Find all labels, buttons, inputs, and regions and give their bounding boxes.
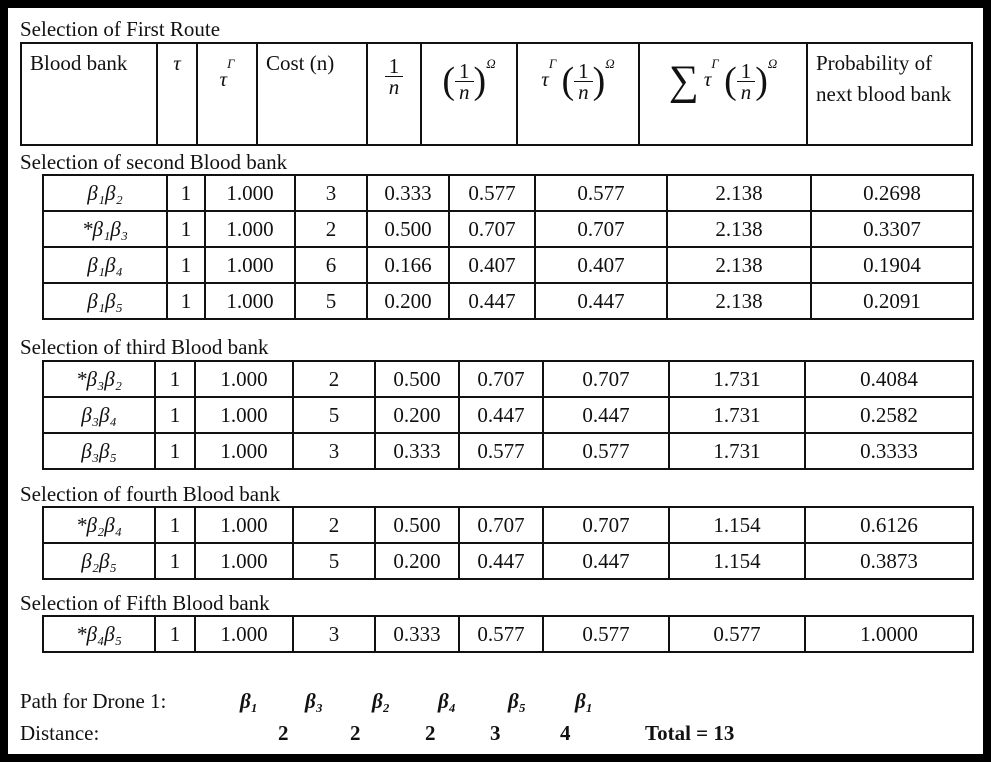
cell-bank: *β₁β₃ bbox=[43, 211, 167, 247]
cell-sum: 1.154 bbox=[669, 507, 805, 543]
table-title: Selection of First Route bbox=[20, 17, 221, 41]
cell-sum: 2.138 bbox=[667, 283, 811, 319]
cell-bank: β₃β₅ bbox=[43, 433, 155, 469]
cell-sum: 0.577 bbox=[669, 616, 805, 652]
path-line bbox=[20, 688, 960, 714]
header-probability: Probability of next blood bank bbox=[807, 43, 972, 145]
cell-bank: *β₄β₅ bbox=[43, 616, 155, 652]
cell-probability: 0.3333 bbox=[805, 433, 973, 469]
path-node: β₁ bbox=[575, 689, 594, 713]
cell-sum: 1.154 bbox=[669, 543, 805, 579]
cell-inverse-power: 0.447 bbox=[449, 283, 535, 319]
section-second-table bbox=[42, 174, 974, 320]
cell-product: 0.577 bbox=[535, 175, 667, 211]
cell-tau: 1 bbox=[167, 247, 205, 283]
cell-bank: β₃β₄ bbox=[43, 397, 155, 433]
cell-tau-gamma: 1.000 bbox=[195, 616, 293, 652]
cell-sum: 1.731 bbox=[669, 397, 805, 433]
table-row bbox=[43, 211, 973, 247]
cell-inverse: 0.333 bbox=[367, 175, 449, 211]
cell-bank: β₁β₂ bbox=[43, 175, 167, 211]
section-title-fourth: Selection of fourth Blood bank bbox=[20, 482, 281, 506]
cell-inverse: 0.500 bbox=[375, 361, 459, 397]
table-row bbox=[43, 507, 973, 543]
cell-tau-gamma: 1.000 bbox=[205, 211, 295, 247]
cell-cost: 5 bbox=[295, 283, 367, 319]
cell-inverse: 0.200 bbox=[375, 397, 459, 433]
table-row bbox=[43, 175, 973, 211]
header-tau: τ bbox=[157, 43, 197, 145]
table-row bbox=[43, 247, 973, 283]
cell-tau-gamma: 1.000 bbox=[195, 361, 293, 397]
cell-cost: 2 bbox=[293, 507, 375, 543]
cell-bank: β₁β₅ bbox=[43, 283, 167, 319]
cell-bank: β₁β₄ bbox=[43, 247, 167, 283]
section-fourth-table bbox=[42, 506, 974, 580]
cell-bank: *β₃β₂ bbox=[43, 361, 155, 397]
header-blood-bank: Blood bank bbox=[21, 43, 157, 145]
section-third-table bbox=[42, 360, 974, 470]
header-cost: Cost (n) bbox=[257, 43, 367, 145]
path-node: β₂ bbox=[372, 689, 391, 713]
header-sum: ∑ $\tau^\Gamma$ ( $\frac{1}{n}$ )$^\Omega$ bbox=[639, 43, 807, 145]
path-node: β₅ bbox=[508, 689, 527, 713]
table-row bbox=[43, 433, 973, 469]
cell-cost: 2 bbox=[295, 211, 367, 247]
cell-tau: 1 bbox=[167, 211, 205, 247]
cell-product: 0.577 bbox=[543, 616, 669, 652]
cell-sum: 2.138 bbox=[667, 175, 811, 211]
section-fifth-table bbox=[42, 615, 974, 653]
cell-tau: 1 bbox=[167, 283, 205, 319]
table-row bbox=[43, 616, 973, 652]
cell-sum: 1.731 bbox=[669, 433, 805, 469]
distance-line bbox=[20, 720, 960, 746]
cell-product: 0.447 bbox=[543, 543, 669, 579]
cell-cost: 3 bbox=[293, 616, 375, 652]
cell-product: 0.447 bbox=[543, 397, 669, 433]
distance-label: Distance: bbox=[20, 721, 100, 745]
cell-inverse: 0.500 bbox=[367, 211, 449, 247]
cell-tau-gamma: 1.000 bbox=[195, 433, 293, 469]
table-row bbox=[43, 361, 973, 397]
cell-product: 0.707 bbox=[543, 507, 669, 543]
distance-value: 2 bbox=[278, 721, 289, 745]
cell-tau: 1 bbox=[155, 543, 195, 579]
cell-inverse-power: 0.407 bbox=[449, 247, 535, 283]
cell-probability: 0.1904 bbox=[811, 247, 973, 283]
cell-tau-gamma: 1.000 bbox=[205, 175, 295, 211]
cell-inverse-power: 0.707 bbox=[459, 507, 543, 543]
section-title-fifth: Selection of Fifth Blood bank bbox=[20, 591, 270, 615]
cell-sum: 1.731 bbox=[669, 361, 805, 397]
cell-probability: 0.6126 bbox=[805, 507, 973, 543]
cell-product: 0.407 bbox=[535, 247, 667, 283]
cell-probability: 0.3307 bbox=[811, 211, 973, 247]
cell-inverse: 0.500 bbox=[375, 507, 459, 543]
cell-tau-gamma: 1.000 bbox=[205, 247, 295, 283]
cell-sum: 2.138 bbox=[667, 211, 811, 247]
cell-inverse-power: 0.707 bbox=[459, 361, 543, 397]
cell-probability: 0.3873 bbox=[805, 543, 973, 579]
cell-inverse-power: 0.707 bbox=[449, 211, 535, 247]
cell-probability: 0.2698 bbox=[811, 175, 973, 211]
distance-value: 3 bbox=[490, 721, 501, 745]
section-title-second: Selection of second Blood bank bbox=[20, 150, 288, 174]
table-row bbox=[43, 283, 973, 319]
cell-tau: 1 bbox=[155, 361, 195, 397]
total-distance: Total = 13 bbox=[645, 721, 735, 745]
cell-tau: 1 bbox=[155, 507, 195, 543]
cell-bank: *β₂β₄ bbox=[43, 507, 155, 543]
table-row bbox=[43, 543, 973, 579]
cell-inverse-power: 0.447 bbox=[459, 543, 543, 579]
cell-product: 0.707 bbox=[535, 211, 667, 247]
cell-inverse: 0.333 bbox=[375, 616, 459, 652]
cell-tau-gamma: 1.000 bbox=[195, 397, 293, 433]
cell-probability: 0.4084 bbox=[805, 361, 973, 397]
cell-tau-gamma: 1.000 bbox=[205, 283, 295, 319]
path-node: β₁ bbox=[240, 689, 259, 713]
cell-bank: β₂β₅ bbox=[43, 543, 155, 579]
cell-cost: 3 bbox=[293, 433, 375, 469]
path-node: β₃ bbox=[305, 689, 324, 713]
cell-inverse: 0.166 bbox=[367, 247, 449, 283]
header-tau-gamma: $\tau^\Gamma$ bbox=[197, 43, 257, 145]
path-node: β₄ bbox=[438, 689, 457, 713]
cell-product: 0.447 bbox=[535, 283, 667, 319]
section-title-third: Selection of third Blood bank bbox=[20, 335, 269, 359]
path-label: Path for Drone 1: bbox=[20, 689, 167, 713]
cell-tau-gamma: 1.000 bbox=[195, 543, 293, 579]
cell-cost: 2 bbox=[293, 361, 375, 397]
cell-inverse-power: 0.447 bbox=[459, 397, 543, 433]
cell-tau-gamma: 1.000 bbox=[195, 507, 293, 543]
cell-product: 0.577 bbox=[543, 433, 669, 469]
cell-tau: 1 bbox=[155, 397, 195, 433]
cell-inverse: 0.200 bbox=[375, 543, 459, 579]
cell-probability: 0.2091 bbox=[811, 283, 973, 319]
cell-inverse-power: 0.577 bbox=[459, 616, 543, 652]
cell-tau: 1 bbox=[167, 175, 205, 211]
cell-product: 0.707 bbox=[543, 361, 669, 397]
cell-tau: 1 bbox=[155, 616, 195, 652]
distance-value: 2 bbox=[425, 721, 436, 745]
table-row bbox=[43, 397, 973, 433]
cell-probability: 1.0000 bbox=[805, 616, 973, 652]
header-inverse-cost: $\frac{1}{n}$ bbox=[367, 43, 421, 145]
cell-tau: 1 bbox=[155, 433, 195, 469]
header-inverse-cost-power: ( $\frac{1}{n}$ )$^\Omega$ bbox=[421, 43, 517, 145]
cell-cost: 5 bbox=[293, 397, 375, 433]
cell-inverse-power: 0.577 bbox=[459, 433, 543, 469]
cell-inverse-power: 0.577 bbox=[449, 175, 535, 211]
cell-sum: 2.138 bbox=[667, 247, 811, 283]
distance-value: 2 bbox=[350, 721, 361, 745]
distance-value: 4 bbox=[560, 721, 571, 745]
cell-inverse: 0.333 bbox=[375, 433, 459, 469]
cell-cost: 6 bbox=[295, 247, 367, 283]
cell-inverse: 0.200 bbox=[367, 283, 449, 319]
cell-cost: 5 bbox=[293, 543, 375, 579]
cell-cost: 3 bbox=[295, 175, 367, 211]
document-frame bbox=[8, 8, 983, 754]
header-table bbox=[20, 42, 973, 146]
header-product: $\tau^\Gamma$ ( $\frac{1}{n}$ )$^\Omega$ bbox=[517, 43, 639, 145]
cell-probability: 0.2582 bbox=[805, 397, 973, 433]
